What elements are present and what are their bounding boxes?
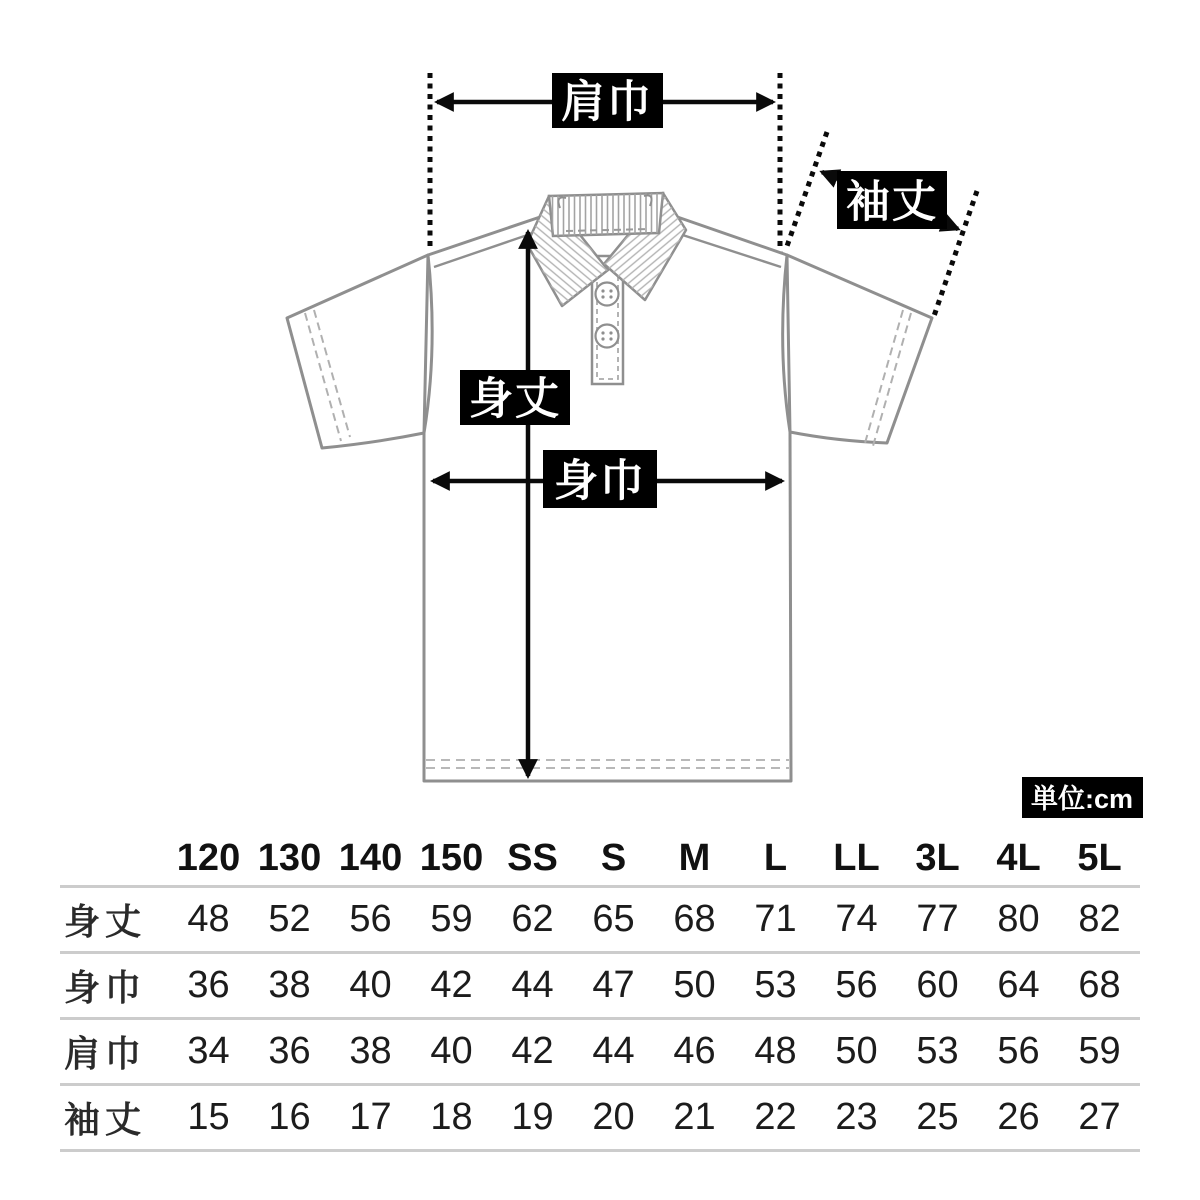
size-value-cell: 46 [673,1030,716,1072]
measurement-row-label: 肩巾 [64,1033,147,1074]
size-value-cell: 36 [268,1030,311,1072]
size-column-header: 150 [419,837,484,879]
size-column-header: 120 [176,837,241,879]
size-value-cell: 44 [511,964,554,1006]
size-value-cell: 34 [187,1030,230,1072]
measure-label-body-width [543,450,657,508]
size-value-cell: 53 [754,964,797,1006]
size-value-cell: 68 [1078,964,1121,1006]
size-value-cell: 19 [511,1096,554,1138]
table-row-sleeve-length [60,1086,1140,1152]
size-value-cell: 16 [268,1096,311,1138]
size-value-cell: 23 [835,1096,878,1138]
size-value-cell: 50 [673,964,716,1006]
size-value-cell: 53 [916,1030,959,1072]
size-value-cell: 40 [430,1030,473,1072]
size-value-cell: 48 [754,1030,797,1072]
guide-line-sleeve-top [786,132,827,249]
size-value-cell: 47 [592,964,635,1006]
size-value-cell: 77 [916,898,959,940]
size-value-cell: 50 [835,1030,878,1072]
table-row-body-length [60,888,1140,954]
left-sleeve [287,255,428,448]
unit-label: 単位:cm [1030,784,1134,814]
size-value-cell: 36 [187,964,230,1006]
size-value-cell: 18 [430,1096,473,1138]
size-value-cell: 56 [997,1030,1040,1072]
size-value-cell: 38 [268,964,311,1006]
size-value-cell: 80 [997,898,1040,940]
measurement-row-label: 身丈 [64,901,147,942]
right-sleeve [787,255,932,443]
measure-label-body-length [460,370,570,425]
size-value-cell: 65 [592,898,635,940]
button-bottom [596,325,619,348]
body-width-label: 身巾 [554,456,646,506]
size-value-cell: 22 [754,1096,797,1138]
size-value-cell: 20 [592,1096,635,1138]
size-value-cell: 42 [430,964,473,1006]
size-column-header: 4L [996,837,1041,879]
table-row-shoulder-width [60,1020,1140,1086]
unit-badge [1022,777,1143,818]
size-column-header: S [600,837,627,879]
size-value-cell: 42 [511,1030,554,1072]
size-column-header: LL [833,837,880,879]
size-value-cell: 38 [349,1030,392,1072]
size-table [60,832,1140,1152]
size-value-cell: 56 [349,898,392,940]
size-value-cell: 59 [430,898,473,940]
size-value-cell: 21 [673,1096,716,1138]
size-column-header: 3L [915,837,960,879]
size-value-cell: 48 [187,898,230,940]
measurement-row-label: 袖丈 [64,1099,147,1140]
size-column-header: 140 [338,837,403,879]
sleeve-length-label: 袖丈 [846,177,938,227]
measure-label-sleeve-length [837,171,947,229]
size-column-header: L [763,837,788,879]
size-value-cell: 56 [835,964,878,1006]
body-length-label: 身丈 [469,374,561,424]
size-value-cell: 74 [835,898,878,940]
size-value-cell: 27 [1078,1096,1121,1138]
size-column-header: 5L [1077,837,1122,879]
measurement-row-label: 身巾 [64,967,147,1008]
table-row-body-width [60,954,1140,1020]
size-table-header-row [60,832,1140,888]
size-value-cell: 82 [1078,898,1121,940]
size-value-cell: 17 [349,1096,392,1138]
measure-label-shoulder-width [552,73,663,128]
size-value-cell: 26 [997,1096,1040,1138]
shoulder-width-label: 肩巾 [561,77,653,127]
size-value-cell: 59 [1078,1030,1121,1072]
size-value-cell: 64 [997,964,1040,1006]
size-value-cell: 40 [349,964,392,1006]
size-value-cell: 15 [187,1096,230,1138]
size-value-cell: 25 [916,1096,959,1138]
size-value-cell: 52 [268,898,311,940]
size-column-header: 130 [257,837,322,879]
size-value-cell: 44 [592,1030,635,1072]
size-value-cell: 71 [754,898,797,940]
size-value-cell: 62 [511,898,554,940]
button-top [596,283,619,306]
size-column-header: SS [507,837,558,879]
size-column-header: M [678,837,711,879]
size-value-cell: 68 [673,898,716,940]
size-value-cell: 60 [916,964,959,1006]
